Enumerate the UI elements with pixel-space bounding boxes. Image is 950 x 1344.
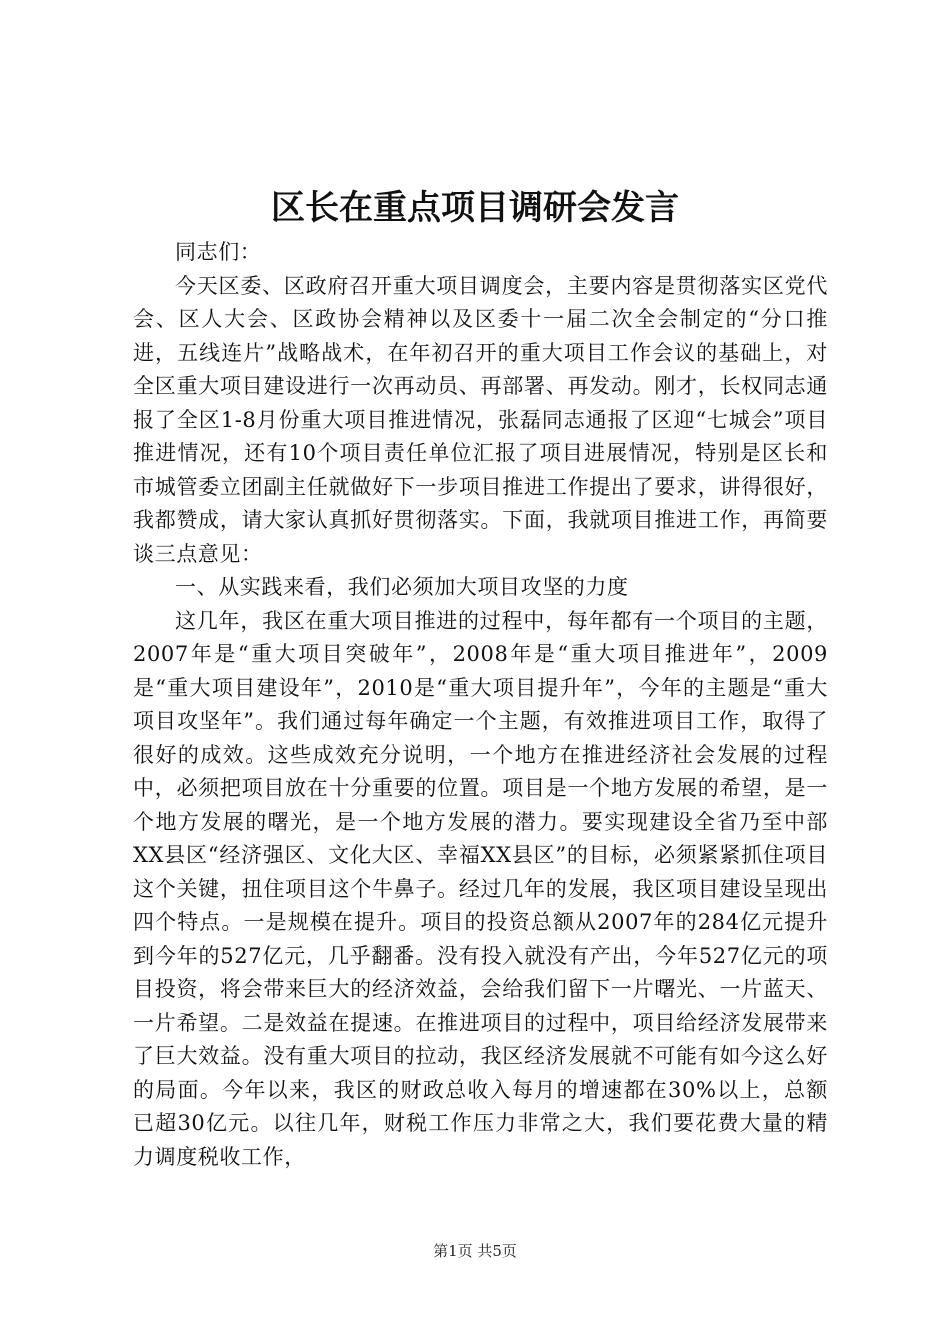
intro-paragraph: 今天区委、区政府召开重大项目调度会，主要内容是贯彻落实区党代会、区人大会、区政协会精神以及区委十一届二次全会制定的“分口推进，五线连片”战略战术，在年初召开的重大项目工作会议的基础上，对全区重大项目建设进行一次再动员、再部署、再发动。刚才，长权同志通报了全区1-8月份重大项目推进情况，张磊同志通报了区迎“七城会”项目推进情况，还有10个项目责任单位汇报了项目进展情况，特别是区长和市城管委立团副主任就做好下一步项目推进工作提出了要求，讲得很好，我都赞成，请大家认真抓好贯彻落实。下面，我就项目推进工作，再简要谈三点意见： — [133, 273, 828, 566]
document-title: 区长在重点项目调研会发言 — [271, 188, 679, 228]
salutation-paragraph: 同志们： — [175, 240, 262, 264]
document-body — [133, 236, 828, 1174]
body-paragraph: 这几年，我区在重大项目推进的过程中，每年都有一个项目的主题，2007年是“重大项目突破年”，2008年是“重大项目推进年”，2009是“重大项目建设年”，2010是“重大项目提升年”，今年的主题是“重大项目攻坚年”。我们通过每年确定一个主题，有效推进项目工作，取得了很好的成效。这些成效充分说明，一个地方在推进经济社会发展的过程中，必须把项目放在十分重要的位置。项目是一个地方发展的希望，是一个地方发展的曙光，是一个地方发展的潜力。要实现建设全省乃至中部XX县区“经济强区、文化大区、幸福XX县区”的目标，必须紧紧抓住项目这个关键，扭住项目这个牛鼻子。经过几年的发展，我区项目建设呈现出四个特点。一是规模在提升。项目的投资总额从2007年的284亿元提升到今年的527亿元，几乎翻番。没有投入就没有产出，今年527亿元的项目投资，将会带来巨大的经济效益，会给我们留下一片曙光、一片蓝天、一片希望。二是效益在提速。在推进项目的过程中，项目给经济发展带来了巨大效益。没有重大项目的拉动，我区经济发展就不可能有如今这么好的局面。今年以来，我区的财政总收入每月的增速都在30%以上，总额已超30亿元。以往几年，财税工作压力非常之大，我们要花费大量的精力调度税收工作， — [133, 608, 828, 1169]
page-number: 第1页 共5页 — [433, 1242, 517, 1260]
section-heading-1: 一、从实践来看，我们必须加大项目攻坚的力度 — [175, 575, 629, 599]
